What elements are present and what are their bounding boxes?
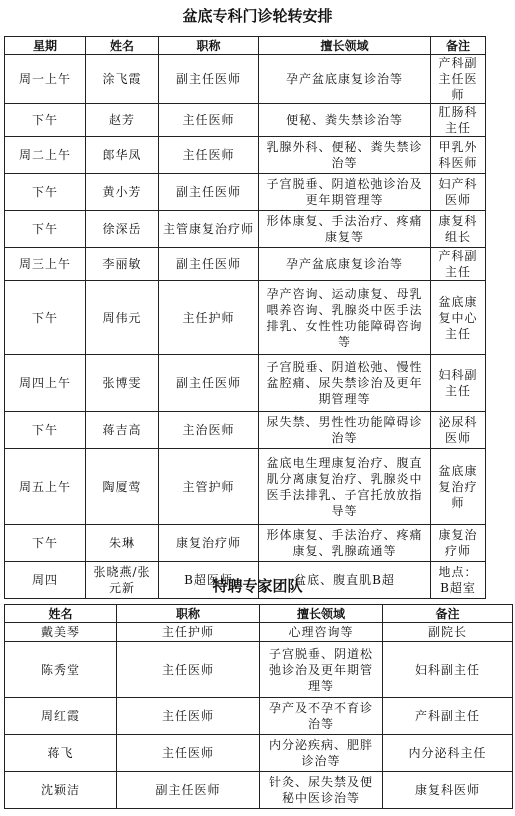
header-name: 姓名 [5,605,117,623]
cell-expertise: 孕产及不孕不育诊治等 [260,698,383,735]
cell-day: 下午 [5,412,86,449]
table-row [5,174,486,211]
cell-title: 主管护师 [159,449,259,525]
cell-note: 产科副主任 [431,248,486,281]
table-row [5,735,513,772]
cell-day: 周四 [5,562,86,599]
cell-note: 副院长 [383,623,513,642]
table-row [5,281,486,355]
cell-title: 副主任医师 [159,55,259,104]
cell-name: 郎华凤 [86,137,159,174]
cell-expertise: 心理咨询等 [260,623,383,642]
cell-day: 下午 [5,281,86,355]
cell-day: 下午 [5,525,86,562]
cell-name: 戴美琴 [5,623,117,642]
table-row [5,412,486,449]
cell-title: 主任护师 [159,281,259,355]
schedule-header-row [5,37,486,55]
cell-title: B超医师 [159,562,259,599]
table-row [5,698,513,735]
table-row [5,449,486,525]
cell-note: 盆底康复中心主任 [431,281,486,355]
cell-expertise: 针灸、尿失禁及便秘中医诊治等 [260,772,383,809]
cell-note: 内分泌科主任 [383,735,513,772]
cell-title: 主任医师 [117,735,260,772]
cell-expertise: 尿失禁、男性性功能障碍诊治等 [259,412,431,449]
cell-expertise: 子宫脱垂、阴道松弛、慢性盆腔痛、尿失禁诊治及更年期管理等 [259,355,431,412]
cell-note: 产科副主任 [383,698,513,735]
cell-title: 主任医师 [117,698,260,735]
cell-note: 妇科副主任 [431,355,486,412]
cell-day: 周三上午 [5,248,86,281]
table-row [5,55,486,104]
cell-name: 蒋飞 [5,735,117,772]
cell-name: 周伟元 [86,281,159,355]
cell-title: 主治医师 [159,412,259,449]
cell-expertise: 便秘、粪失禁诊治等 [259,104,431,137]
cell-name: 朱琳 [86,525,159,562]
cell-expertise: 子宫脱垂、阴道松弛诊治及更年期管理等 [260,642,383,698]
cell-title: 主任医师 [159,104,259,137]
header-day: 星期 [5,37,86,55]
cell-note: 产科副主任医师 [431,55,486,104]
experts-table [4,604,513,809]
cell-expertise: 盆底电生理康复治疗、腹直肌分离康复治疗、乳腺炎中医手法排乳、子宫托放放指导等 [259,449,431,525]
experts-title: 特聘专家团队 [212,577,303,595]
cell-name: 陶厦莺 [86,449,159,525]
cell-title: 副主任医师 [159,174,259,211]
header-note: 备注 [431,37,486,55]
table-row [5,772,513,809]
cell-title: 主任医师 [159,137,259,174]
table-row [5,623,513,642]
schedule-title: 盆底专科门诊轮转安排 [182,7,333,25]
cell-title: 主任医师 [117,642,260,698]
cell-name: 张晓燕/张元新 [86,562,159,599]
cell-note: 盆底康复治疗师 [431,449,486,525]
cell-expertise: 内分泌疾病、肥胖诊治等 [260,735,383,772]
header-expertise: 擅长领域 [259,37,431,55]
cell-note: 肛肠科主任 [431,104,486,137]
cell-title: 副主任医师 [159,248,259,281]
cell-name: 沈颖洁 [5,772,117,809]
cell-name: 黄小芳 [86,174,159,211]
cell-name: 涂飞霞 [86,55,159,104]
cell-note: 地点：B超室 [431,562,486,599]
cell-name: 赵芳 [86,104,159,137]
cell-note: 妇科副主任 [383,642,513,698]
cell-expertise: 形体康复、手法治疗、疼痛康复、乳腺疏通等 [259,525,431,562]
header-expertise: 擅长领域 [260,605,383,623]
schedule-table [4,36,486,599]
cell-note: 康复科组长 [431,211,486,248]
cell-expertise: 孕产咨询、运动康复、母乳喂养咨询、乳腺炎中医手法排乳、女性性功能障碍咨询等 [259,281,431,355]
cell-note: 妇产科医师 [431,174,486,211]
cell-expertise: 孕产盆底康复诊治等 [259,248,431,281]
cell-day: 周二上午 [5,137,86,174]
cell-title: 副主任医师 [159,355,259,412]
cell-expertise: 子宫脱垂、阴道松弛诊治及更年期管理等 [259,174,431,211]
cell-name: 李丽敏 [86,248,159,281]
cell-note: 甲乳外科医师 [431,137,486,174]
cell-name: 陈秀堂 [5,642,117,698]
cell-name: 徐深岳 [86,211,159,248]
header-title: 职称 [159,37,259,55]
table-row [5,525,486,562]
header-note: 备注 [383,605,513,623]
cell-name: 蒋吉高 [86,412,159,449]
cell-day: 下午 [5,174,86,211]
cell-note: 康复治疗师 [431,525,486,562]
table-row [5,104,486,137]
cell-expertise: 乳腺外科、便秘、粪失禁诊治等 [259,137,431,174]
table-row [5,355,486,412]
cell-day: 周五上午 [5,449,86,525]
experts-header-row [5,605,513,623]
cell-expertise: 孕产盆底康复诊治等 [259,55,431,104]
cell-title: 副主任医师 [117,772,260,809]
table-row [5,211,486,248]
cell-title: 主管康复治疗师 [159,211,259,248]
cell-day: 下午 [5,104,86,137]
cell-note: 康复科医师 [383,772,513,809]
header-title: 职称 [117,605,260,623]
header-name: 姓名 [86,37,159,55]
cell-note: 泌尿科医师 [431,412,486,449]
cell-day: 周四上午 [5,355,86,412]
table-row [5,137,486,174]
cell-day: 下午 [5,211,86,248]
cell-expertise: 盆底、腹直肌B超 [259,562,431,599]
cell-title: 主任护师 [117,623,260,642]
cell-title: 康复治疗师 [159,525,259,562]
table-row [5,642,513,698]
cell-expertise: 形体康复、手法治疗、疼痛康复等 [259,211,431,248]
table-row [5,248,486,281]
cell-day: 周一上午 [5,55,86,104]
cell-name: 张博雯 [86,355,159,412]
cell-name: 周红霞 [5,698,117,735]
